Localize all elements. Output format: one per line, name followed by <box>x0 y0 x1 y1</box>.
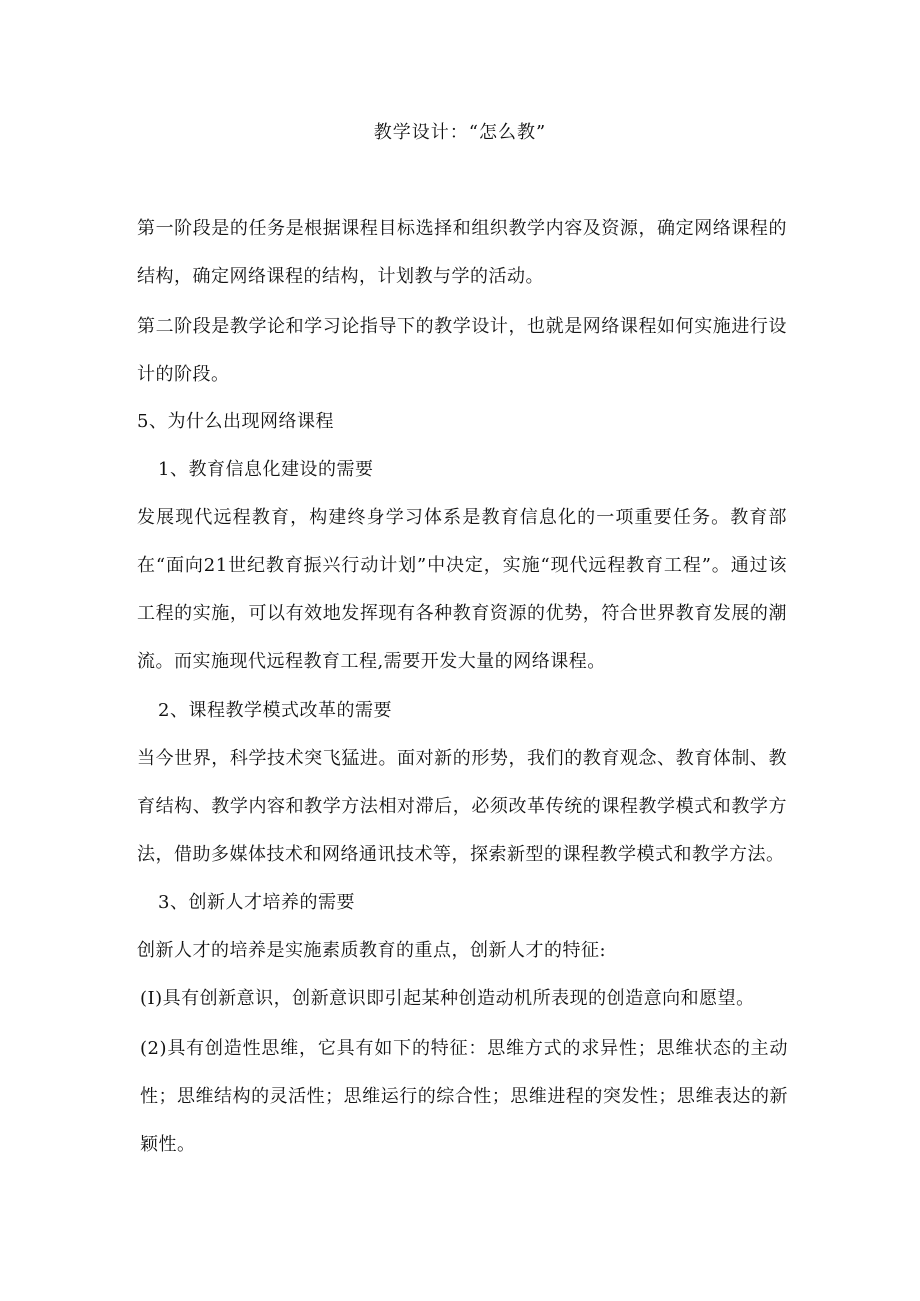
section5-heading: 5、为什么出现网络课程 <box>137 411 334 432</box>
subsection2-heading: 2、课程教学模式改革的需要 <box>158 700 392 721</box>
trait-item-2: (2)具有创造性思维，它具有如下的特征：思维方式的求异性；思维状态的主动性；思维结构的灵活性；思维运行的综合性；思维进程的突发性；思维表达的新颖性。 <box>140 1038 788 1155</box>
paragraph-stage1: 第一阶段是的任务是根据课程目标选择和组织教学内容及资源，确定网络课程的结构，确定网络课程的结构，计划教与学的活动。 <box>137 218 787 287</box>
trait-item-1: (I)具有创新意识，创新意识即引起某种创造动机所表现的创造意向和愿望。 <box>140 988 755 1009</box>
subsection3-heading: 3、创新人才培养的需要 <box>158 892 355 913</box>
page-title: 教学设计：“怎么教” <box>373 122 547 143</box>
paragraph-stage2: 第二阶段是教学论和学习论指导下的教学设计，也就是网络课程如何实施进行设计的阶段。 <box>137 316 787 385</box>
subsection1-heading: 1、教育信息化建设的需要 <box>158 459 374 480</box>
subsection3-body: 创新人才的培养是实施素质教育的重点，创新人才的特征: <box>137 940 607 961</box>
subsection2-body: 当今世界，科学技术突飞猛进。面对新的形势，我们的教育观念、教育体制、教育结构、教学内容和教学方法相对滞后，必须改革传统的课程教学模式和教学方法，借助多媒体技术和网络通讯技术等，探索新型的课程教学模式和教学方法。 <box>137 748 787 865</box>
subsection1-body: 发展现代远程教育，构建终身学习体系是教育信息化的一项重要任务。教育部在“面向21世纪教育振兴行动计划”中决定，实施“现代远程教育工程”。通过该工程的实施，可以有效地发挥现有各种教育资源的优势，符合世界教育发展的潮流。而实施现代远程教育工程,需要开发大量的网络课程。 <box>137 507 787 672</box>
